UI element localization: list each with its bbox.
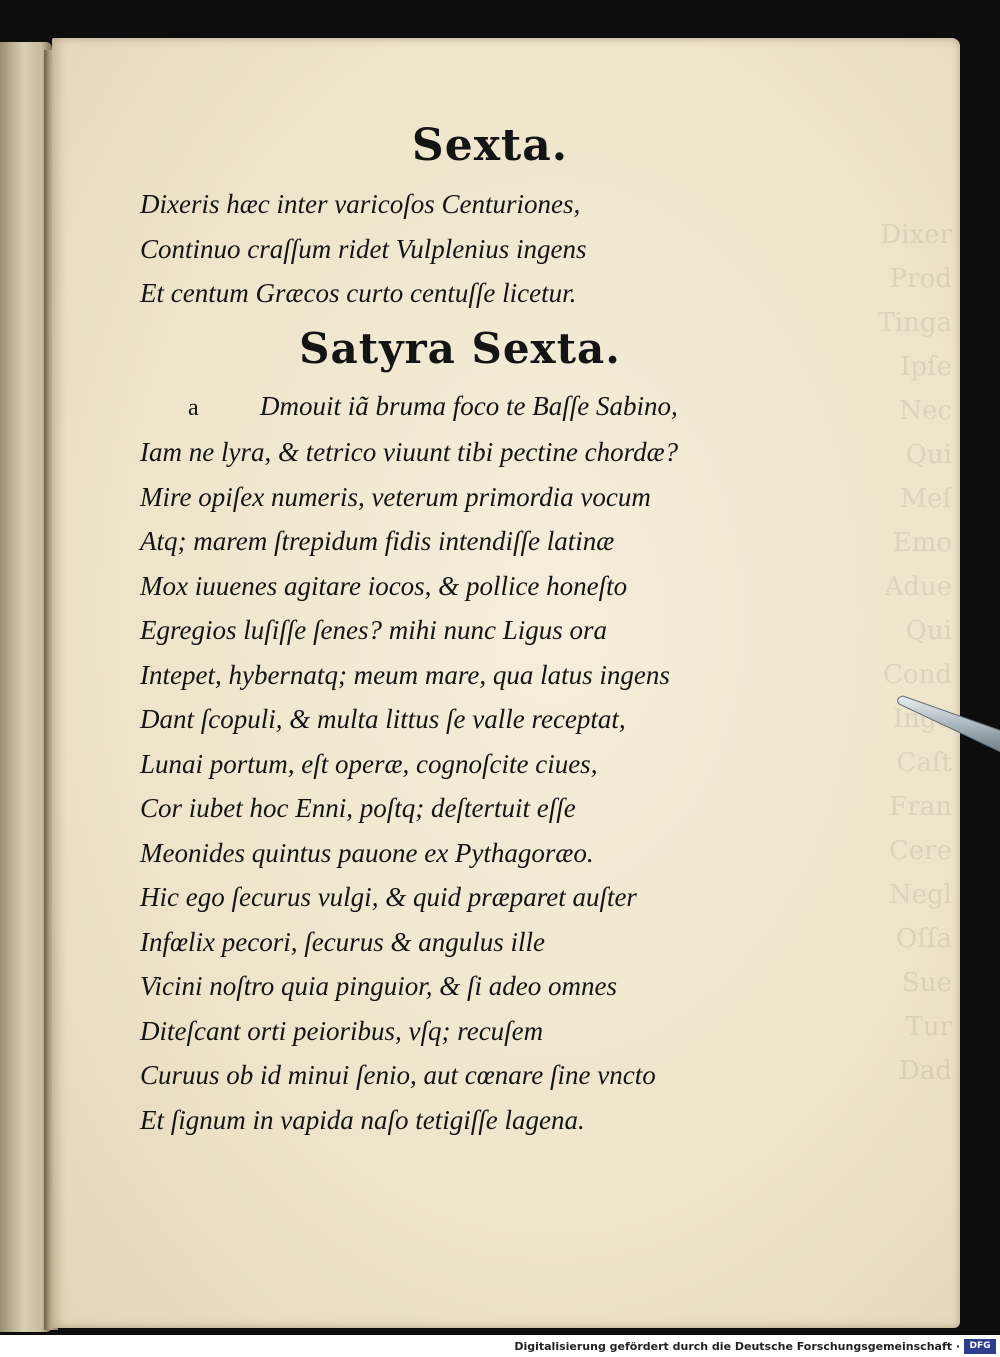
dfg-logo: DFG xyxy=(964,1339,996,1354)
text-line: Meonides quintus pauone ex Pythagoræo. xyxy=(140,837,594,868)
text-line: Et centum Græcos curto centuſſe licetur. xyxy=(140,278,577,308)
text-line: Continuo craſſum ridet Vulplenius ingens xyxy=(140,233,587,264)
show-through-text: Dixer Prod Tinga Ipſe Nec Qui Meſ Emo Adue Qui Cond Inge Caſt Fran Cere Negl Oſſa Sue Tur Dad xyxy=(877,220,952,1086)
guide-letter: a xyxy=(188,394,199,421)
page-text-block xyxy=(140,110,780,1142)
funding-credit: Digitalisierung gefördert durch die Deutsche Forschungsgemeinschaft · xyxy=(514,1340,960,1353)
text-line: Atq; marem ſtrepidum fidis intendiſſe latinæ xyxy=(140,526,615,556)
text-line: Iam ne lyra, & tetrico viuunt tibi pectine chordæ? xyxy=(140,437,679,467)
first-verse-text: Dmouit iã bruma foco te Baſſe Sabino, xyxy=(260,390,678,421)
text-line: Et ſignum in vapida naſo tetigiſſe lagena. xyxy=(140,1104,585,1135)
first-verse-line xyxy=(140,384,780,431)
text-line: Hic ego ſecurus vulgi, & quid præparet auſter xyxy=(140,882,637,912)
text-line: Mox iuuenes agitare iocos, & pollice honeſto xyxy=(140,570,628,601)
text-line: Infœlix pecori, ſecurus & angulus ille xyxy=(140,926,545,957)
text-line: Lunai portum, eſt operæ, cognoſcite ciues, xyxy=(140,748,598,779)
text-line: Egregios luſiſſe ſenes? mihi nunc Ligus ora xyxy=(140,615,607,645)
text-line: Vicini noſtro quia pinguior, & ſi adeo omnes xyxy=(140,971,617,1001)
text-line: Dixeris hæc inter varicoſos Centuriones, xyxy=(140,189,581,219)
text-line: Cor iubet hoc Enni, poſtq; deſtertuit eſſe xyxy=(140,793,576,823)
satire-title: Satyra Sexta. xyxy=(299,323,621,373)
text-line: Curuus ob id minui ſenio, aut cœnare ſine vncto xyxy=(140,1060,656,1090)
text-line: Diteſcant orti peioribus, vſq; recuſem xyxy=(140,1015,544,1046)
running-heading: Sexta. xyxy=(411,120,569,171)
text-line: Intepet, hybernatq; meum mare, qua latus ingens xyxy=(140,659,670,690)
footer-bar xyxy=(0,1335,1000,1357)
text-line: Dant ſcopuli, & multa littus ſe valle receptat, xyxy=(140,704,626,734)
text-line: Mire opiſex numeris, veterum primordia vocum xyxy=(140,481,651,512)
page-holder-pointer xyxy=(895,690,1000,760)
